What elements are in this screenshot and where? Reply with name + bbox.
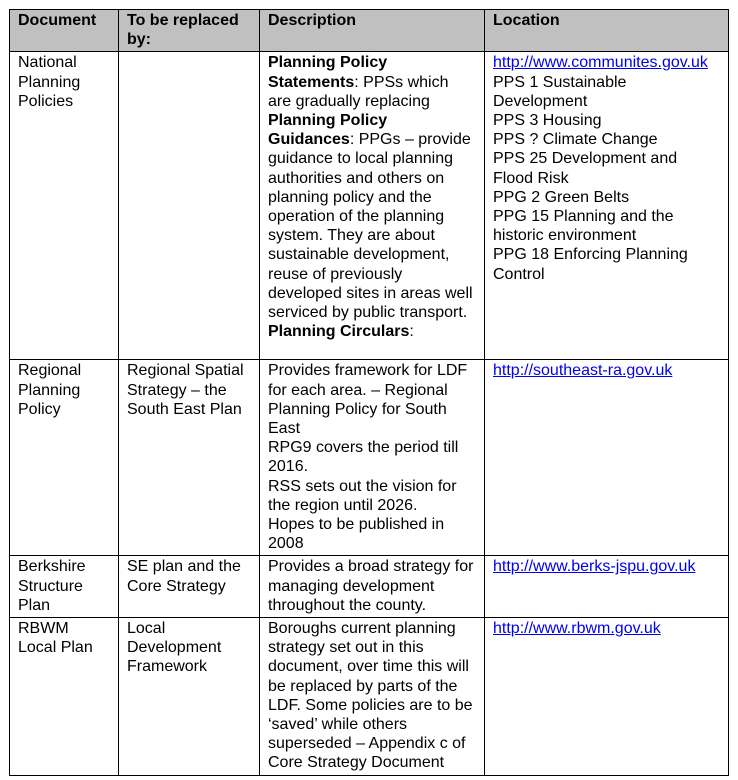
policy-item: PPS ? Climate Change — [493, 131, 658, 149]
document-cell: National Planning Policies — [10, 52, 119, 360]
replaced-by-cell: Local Development Framework — [119, 618, 260, 776]
description-cell — [260, 360, 485, 556]
header-description: Description — [260, 10, 485, 52]
table-row — [10, 618, 729, 776]
header-location: Location — [485, 10, 729, 52]
description-line: Hopes to be published in 2008 — [268, 516, 445, 553]
description-line: RSS sets out the vision for the region until 2026. — [268, 477, 457, 514]
description-cell — [260, 52, 485, 360]
document-cell: Regional Planning Policy — [10, 360, 119, 556]
location-cell — [485, 52, 729, 360]
circulars-text: : — [409, 323, 414, 341]
header-document: Document — [10, 10, 119, 52]
description-line: RPG9 covers the period till 2016. — [268, 439, 459, 476]
location-cell — [485, 556, 729, 618]
location-cell — [485, 360, 729, 556]
table-row — [10, 52, 729, 360]
description-cell — [260, 618, 485, 776]
table-row — [10, 556, 729, 618]
replaced-by-cell: SE plan and the Core Strategy — [119, 556, 260, 618]
pps-text: : PPSs which are gradually replacing — [268, 73, 449, 110]
document-cell: Berkshire Structure Plan — [10, 556, 119, 618]
policy-item: PPS 1 Sustainable Development — [493, 73, 627, 110]
circulars-title: Planning Circulars — [268, 323, 410, 341]
location-link[interactable]: http://www.communites.gov.uk — [493, 54, 708, 72]
table-row — [10, 360, 729, 556]
location-cell — [485, 618, 729, 776]
policy-item: PPS 3 Housing — [493, 112, 602, 130]
header-row — [10, 10, 729, 52]
replaced-by-cell — [119, 52, 260, 360]
policy-item: PPG 18 Enforcing Planning Control — [493, 246, 688, 283]
planning-documents-table — [9, 9, 729, 776]
pps-title: Planning Policy Statements — [268, 54, 388, 91]
policy-item: PPG 15 Planning and the historic environment — [493, 208, 674, 245]
policy-item: PPG 2 Green Belts — [493, 188, 630, 206]
description-cell — [260, 556, 485, 618]
description-line: Boroughs current planning strategy set out in this document, over time this will be replaced by parts of the LDF. Some policies are to be ‘saved’ while others superseded – Appendix c of Core Strategy Document — [268, 620, 473, 772]
ppg-text: : PPGs – provide guidance to local planning authorities and others on planning policy and the operation of the planning system. They are about sustainable development, reuse of previously developed sites in areas well serviced by public transport. — [268, 131, 473, 322]
description-line: Provides framework for LDF for each area. – Regional Planning Policy for South East — [268, 362, 468, 438]
document-cell: RBWM Local Plan — [10, 618, 119, 776]
ppg-title: Planning Policy Guidances — [268, 112, 388, 149]
replaced-by-cell: Regional Spatial Strategy – the South East Plan — [119, 360, 260, 556]
location-link[interactable]: http://www.berks-jspu.gov.uk — [493, 558, 696, 576]
location-link[interactable]: http://www.rbwm.gov.uk — [493, 620, 661, 638]
policy-item: PPS 25 Development and Flood Risk — [493, 150, 678, 187]
description-line: Provides a broad strategy for managing development throughout the county. — [268, 558, 474, 614]
header-replaced-by: To be replaced by: — [119, 10, 260, 52]
location-link[interactable]: http://southeast-ra.gov.uk — [493, 362, 673, 380]
